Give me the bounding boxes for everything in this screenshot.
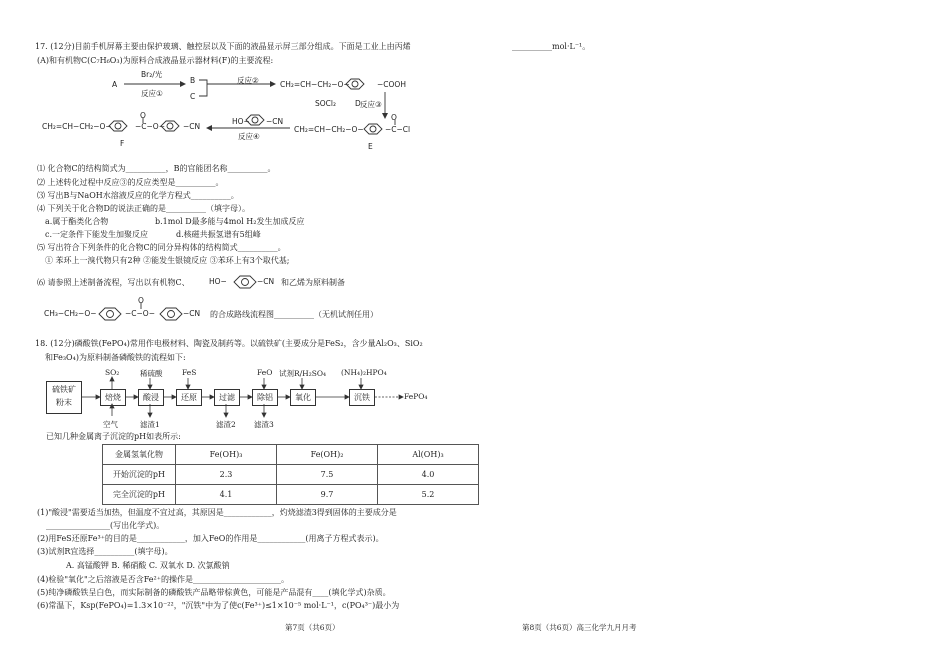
flow-step-oxidize: 氧化 (290, 389, 316, 406)
q17-sub1: ⑴ 化合物C的结构简式为__________，B的官能团名称__________。 (37, 164, 276, 173)
compound-e-prefix: CH₂=CH−CH₂−O− (294, 125, 364, 134)
footer-right-page: 第8页（共6页）高三化学九月月考 (522, 623, 637, 632)
flow-step-precipitate: 沉铁 (349, 389, 375, 406)
flow-top-fes: FeS (182, 368, 197, 377)
compound-d-suffix: −COOH (377, 80, 406, 89)
flow-step-remove-al: 除铝 (252, 389, 278, 406)
compound-d-label: D (355, 99, 361, 108)
ph-table-header (103, 445, 479, 465)
compound-e-label: E (368, 142, 373, 151)
reaction-3-label: 反应③ (360, 100, 382, 109)
table-row (103, 465, 479, 485)
q17-option-b: b.1mol D最多能与4mol H₂发生加成反应 (155, 217, 305, 226)
ph-header-cell: Al(OH)₃ (378, 445, 479, 465)
q18-table-intro: 已知几种金属离子沉淀的pH如表所示: (46, 432, 181, 441)
flow-step-roast: 焙烧 (100, 389, 126, 406)
flow-ore-line1: 硫铁矿 (52, 385, 76, 394)
flow-bottom-residue2: 滤渣2 (216, 420, 236, 429)
flow-top-feo: FeO (257, 368, 273, 377)
flow-top-phosphate: (NH₄)₂HPO₄ (341, 368, 387, 377)
flow-bottom-residue1: 滤渣1 (140, 420, 160, 429)
table-cell: 4.1 (176, 485, 277, 505)
table-cell: 2.3 (176, 465, 277, 485)
q18-sub1-line2: ________________(写出化学式)。 (46, 521, 165, 530)
ph-header-cell: Fe(OH)₃ (176, 445, 277, 465)
sub6-phenol-cn: −CN (257, 277, 275, 286)
reaction-4-label: 反应④ (238, 132, 260, 141)
compound-c-label: C (190, 92, 196, 101)
q18-sub3-options: A. 高锰酸钾 B. 稀硝酸 C. 双氧水 D. 次氯酸钠 (66, 561, 230, 570)
q17-sub5: ⑸ 写出符合下列条件的化合物C的同分异构体的结构简式__________。 (37, 243, 286, 252)
flow-top-reagent-r: 试剂R/H₂SO₄ (279, 369, 327, 378)
target-prefix: CH₃−CH₂−O− (44, 309, 97, 318)
ph-header-cell: Fe(OH)₂ (277, 445, 378, 465)
compound-f-prefix: CH₂=CH−CH₂−O− (42, 122, 112, 131)
q18-sub3: (3)试剂R宜选择__________(填字母)。 (37, 547, 173, 556)
q17-sub6-pre: ⑹ 请参照上述制备流程，写出以有机物C、 (37, 278, 190, 287)
target-carbonyl-o: O (138, 296, 144, 305)
compound-a-label: A (112, 80, 118, 89)
flow-top-so2: SO₂ (105, 368, 120, 377)
table-cell: 开始沉淀的pH (103, 465, 176, 485)
q17-option-d: d.核磁共振氢谱有5组峰 (176, 230, 261, 239)
phenol-cn: −CN (266, 117, 284, 126)
flow-product: FePO₄ (404, 392, 428, 401)
ester-carbonyl-o: O (140, 111, 146, 120)
sub6-phenol-prefix: HO− (209, 277, 227, 286)
q17-sub2: ⑵ 上述转化过程中反应③的反应类型是__________。 (37, 178, 224, 187)
q18-sub2: (2)用FeS还原Fe³⁺的目的是____________，加入FeO的作用是____________(用离子方程式表示)。 (37, 534, 384, 543)
table-cell: 完全沉淀的pH (103, 485, 176, 505)
compound-b-label: B (190, 76, 196, 85)
table-row (103, 485, 479, 505)
reaction-1-label: 反应① (141, 89, 163, 98)
socl2-reagent: SOCl₂ (315, 99, 336, 108)
table-cell: 9.7 (277, 485, 378, 505)
q17-target-post: 的合成路线流程图__________（无机试剂任用） (210, 310, 378, 319)
q17-option-a: a.属于酯类化合物 (45, 217, 109, 226)
q17-intro-line1: 17. (12分)目前手机屏幕主要由保护玻璃、触控层以及下面的液晶显示屏三部分组成。下面是工业上由丙烯 (35, 42, 411, 51)
table-cell: 5.2 (378, 485, 479, 505)
compound-f-ester: −C−O− (135, 122, 165, 131)
flow-step-reduce: 还原 (176, 389, 202, 406)
q17-intro-line2: (A)和有机物C(C₇H₆O₃)为原料合成液晶显示器材料(F)的主要流程: (37, 56, 274, 65)
q18-intro-line1: 18. (12分)磷酸铁(FePO₄)常用作电极材料、陶瓷及制药等。以硫铁矿(主要成分是FeS₂，含少量Al₂O₃、SiO₂ (35, 339, 423, 348)
ph-header-cell: 金属氢氧化物 (103, 445, 176, 465)
flow-top-dilute-acid: 稀硫酸 (140, 369, 163, 378)
compound-e-suffix: −C−Cl (385, 125, 411, 134)
q17-sub4: ⑷ 下列关于化合物D的说法正确的是__________（填字母）。 (37, 204, 250, 213)
compound-f-cn: −CN (183, 122, 201, 131)
right-column-blank: __________mol·L⁻¹。 (512, 42, 591, 51)
q18-sub1-line1: (1)"酸浸"需要适当加热，但温度不宜过高，其原因是____________，灼烧滤渣3得到固体的主要成分是 (37, 508, 397, 517)
q17-option-c: c.一定条件下能发生加聚反应 (45, 230, 149, 239)
target-cn: −CN (183, 309, 201, 318)
flow-ore-line2: 粉末 (56, 398, 72, 407)
reagent-br2: Br₂/光 (141, 70, 163, 79)
footer-left-page: 第7页（共6页） (285, 623, 340, 632)
flow-step-acid-leach: 酸浸 (138, 389, 164, 406)
target-ester: −C−O− (125, 309, 155, 318)
flow-bottom-residue3: 滤渣3 (254, 420, 274, 429)
q17-sub3: ⑶ 写出B与NaOH水溶液反应的化学方程式__________。 (37, 191, 239, 200)
compound-d-prefix: CH₂=CH−CH₂−O− (280, 80, 350, 89)
compound-f-label: F (120, 139, 125, 148)
reaction-2-label: 反应② (237, 76, 259, 85)
q18-sub4: (4)检验"氧化"之后溶液是否含Fe²⁺的操作是______________________。 (37, 575, 289, 584)
q17-conditions: ① 苯环上一溴代物只有2种 ②能发生银镜反应 ③苯环上有3个取代基; (45, 256, 290, 265)
table-cell: 7.5 (277, 465, 378, 485)
ph-table (102, 444, 479, 505)
acyl-carbonyl-o: O (391, 113, 397, 122)
q18-intro-line2: 和Fe₃O₄)为原料制备磷酸铁的流程如下: (45, 353, 186, 362)
phenol-prefix: HO− (232, 117, 250, 126)
q18-sub5: (5)纯净磷酸铁呈白色，而实际制备的磷酸铁产品略带棕黄色，可能是产品混有____(填化学式)杂质。 (37, 588, 391, 597)
q18-sub6: (6)常温下，Ksp(FePO₄)=1.3×10⁻²²，"沉铁"中为了使c(Fe³⁺)≤1×10⁻⁵ mol·L⁻¹，c(PO₄³⁻)最小为 (37, 601, 400, 610)
flow-bottom-air: 空气 (103, 420, 118, 429)
table-cell: 4.0 (378, 465, 479, 485)
flow-step-filter: 过滤 (214, 389, 240, 406)
q17-sub6-post: 和乙烯为原料制备 (281, 278, 345, 287)
